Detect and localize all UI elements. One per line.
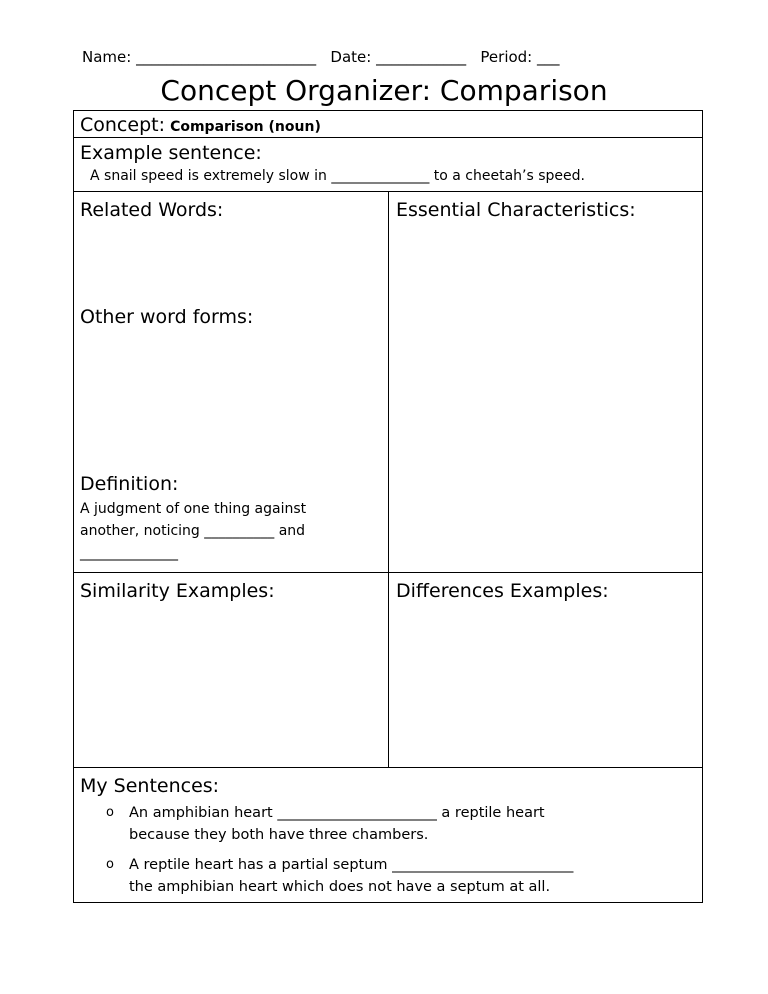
similarity-examples-label: Similarity Examples:	[80, 580, 275, 602]
example-row	[74, 138, 702, 192]
sentence-1-line-1: An amphibian heart ______________________ a reptile heart	[129, 805, 545, 821]
concept-label: Concept:	[80, 114, 165, 136]
similarity-examples-cell[interactable]	[74, 573, 388, 767]
other-word-forms-label: Other word forms:	[80, 306, 254, 328]
bullet-icon: o	[106, 805, 114, 820]
definition-line-3[interactable]: ______________	[80, 545, 178, 561]
date-blank[interactable]: ____________	[376, 48, 467, 66]
differences-examples-label: Differences Examples:	[396, 580, 609, 602]
left-column[interactable]	[74, 192, 388, 572]
bullet-icon: o	[106, 857, 114, 872]
related-words-label: Related Words:	[80, 199, 224, 221]
list-item[interactable]	[80, 802, 696, 846]
example-label: Example sentence:	[80, 142, 262, 164]
essential-characteristics-label: Essential Characteristics:	[396, 199, 636, 221]
period-blank[interactable]: ___	[537, 48, 560, 66]
example-sentence[interactable]: A snail speed is extremely slow in ______________ to a cheetah’s speed.	[90, 168, 585, 184]
middle-section	[74, 192, 702, 573]
date-label: Date:	[330, 48, 372, 66]
differences-examples-cell[interactable]	[388, 573, 704, 767]
concept-row	[74, 111, 702, 138]
definition-label: Definition:	[80, 473, 179, 495]
sentence-1-line-2: because they both have three chambers.	[129, 827, 429, 843]
examples-section	[74, 573, 702, 768]
definition-line-1: A judgment of one thing against	[80, 501, 307, 517]
period-label: Period:	[480, 48, 533, 66]
header-fields	[82, 48, 692, 66]
sentence-2-line-1: A reptile heart has a partial septum _________________________	[129, 857, 574, 873]
sentence-2-line-2: the amphibian heart which does not have a septum at all.	[129, 879, 551, 895]
my-sentences-label: My Sentences:	[80, 775, 220, 797]
name-label: Name:	[82, 48, 132, 66]
my-sentences-section	[74, 768, 702, 902]
definition-block	[80, 472, 380, 564]
sentences-list	[80, 802, 696, 898]
page-title: Concept Organizer: Comparison	[160, 74, 608, 107]
essential-characteristics-cell[interactable]	[388, 192, 704, 572]
name-blank[interactable]: ________________________	[136, 48, 317, 66]
list-item[interactable]	[80, 854, 696, 898]
concept-value: Comparison (noun)	[170, 119, 321, 135]
definition-line-2[interactable]: another, noticing __________ and	[80, 523, 306, 539]
concept-organizer-table	[73, 110, 703, 903]
